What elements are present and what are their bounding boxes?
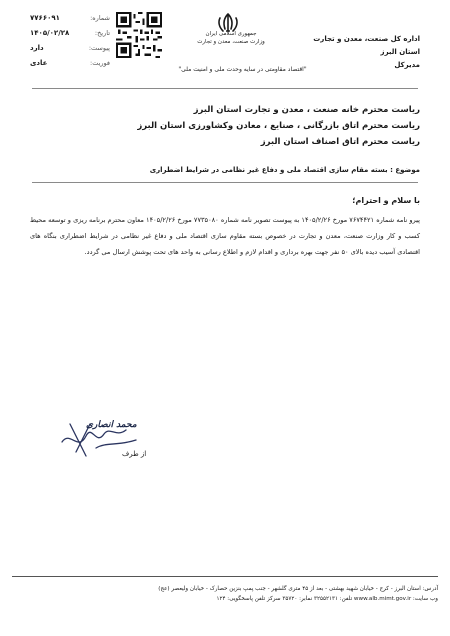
header-divider [32, 88, 418, 89]
letter-date-label: تاریخ: [94, 29, 110, 37]
addressee-line: ریاست محترم اتاق بازرگانی ، صنایع ، معادن وکشاورزی استان البرز [137, 121, 420, 131]
ministry-line: وزارت صنعت، معدن و تجارت [197, 39, 265, 45]
on-behalf-label: از طرف [122, 450, 147, 458]
letter-number-label: شماره: [90, 14, 110, 22]
addressee-list [30, 102, 420, 150]
addressee-line: ریاست محترم خانه صنعت ، معدن و تجارت استان البرز [193, 105, 420, 115]
priority-value: عادی [30, 59, 48, 67]
republic-line-1: جمهوری اسلامی ایران [205, 31, 257, 37]
attachment-row [30, 44, 110, 56]
footer-contact-line: وب سایت: www.alb.mimt.gov.ir تلفن: ۳۲۵۵۲۱۳۱ نمابر: ۳۵۷۲۰ سرکز تلفن پاسخگویی: ۱۲۴ [216, 596, 438, 602]
letter-date: ۱۴۰۵/۰۲/۲۸ [30, 29, 70, 37]
org-name: اداره کل صنعت، معدن و تجارت استان البرز [313, 35, 420, 56]
qr-code-icon [116, 12, 162, 58]
org-title: مدیرکل [394, 61, 420, 69]
subject-divider [32, 182, 418, 183]
attachment-label: پیوست: [88, 44, 110, 52]
addressee-line: ریاست محترم اتاق اصناف استان البرز [260, 137, 420, 147]
greeting: با سلام و احترام؛ [352, 196, 420, 205]
letter-date-row [30, 29, 110, 41]
letter-number: ۷۷۶۶۰۹۱ [30, 14, 60, 22]
republic-caption [186, 30, 276, 46]
footer-divider [12, 576, 438, 577]
footer-address-line: آدرس: استان البرز - کرج - خیابان شهید بهشتی - بعد از ۴۵ متری گلشهر - جنب پمپ بنزین حصارک - خیابان ولیعصر (عج) [158, 586, 438, 592]
letter-body: پیرو نامه شماره ۷۶۷۴۴۲۱ مورخ ۱۴۰۵/۲/۲۶ به پیوست تصویر نامه شماره ۷۷۳۵۰۸۰ مورخ ۱۴۰۵/۲/۲۶ معاون محترم برنامه ریزی و توسعه محیط کسب و کار وزارت صنعت، معدن و تجارت در خصوص بسته مقاوم سازی اقتصاد ملی و دفاع غیر نظامی در شرایط اضطراری بنگاه های اقتصادی آسیب دیده بالای ۵۰ نفر جهت بهره برداری و اقدام لازم و اطلاع رسانی به واحد های تحت پوشش ارسال می گردد. [30, 216, 420, 256]
letter-number-row [30, 14, 110, 26]
signer-name: محمد انصاری [86, 420, 137, 430]
priority-label: فوریت: [90, 59, 110, 67]
footer-address [12, 584, 438, 604]
priority-row [30, 59, 110, 71]
slogan: "اقتصاد مقاومتی در سایه وحدت ملی و امنیت ملی" [178, 66, 307, 73]
letter-subject: موضوع : بسته مقام سازی اقتصاد ملی و دفاع غیر نظامی در شرایط اضطراری [149, 166, 420, 174]
attachment-value: دارد [30, 44, 44, 52]
